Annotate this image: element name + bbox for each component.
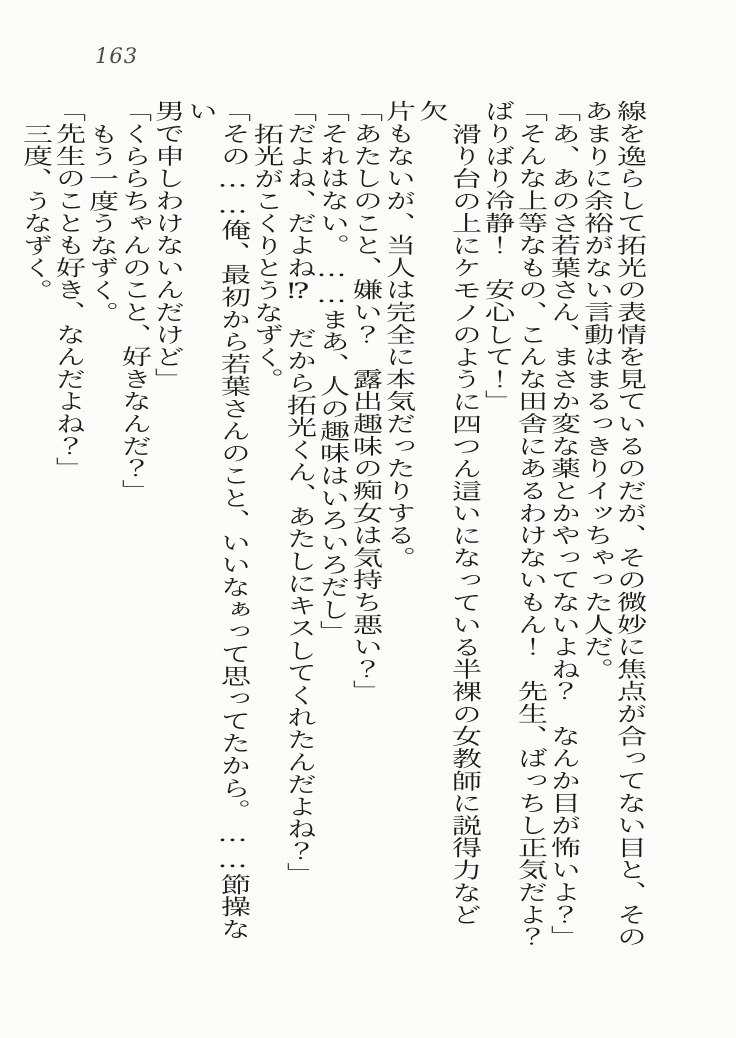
text-line: 「そんな上等なもの、こんな田舎にあるわけないもん！ 先生、ばっちし正気だよ？: [512, 100, 547, 948]
text-line: 「あたしのこと、嫌い？ 露出趣味の痴女は気持ち悪い？」: [347, 100, 382, 703]
text-line: 男で申しわけないんだけど」: [149, 100, 184, 391]
text-line: 「先生のことも好き、なんだよね？」: [50, 100, 85, 480]
text-line: 「あ、あのさ若葉さん、まさか変な薬とかやってないよね？ なんか目が怖いよ？」: [545, 100, 580, 948]
text-line: 「くららちゃんのこと、好きなんだ？」: [116, 100, 151, 502]
text-line: 拓光がこくりとうなずく。: [248, 122, 283, 391]
text-line: あまりに余裕がない言動はまるっきりイッちゃった人だ。: [578, 100, 613, 680]
text-line: 三度、うなずく。: [17, 122, 52, 302]
text-line: 「その……俺、最初から若葉さんのこと、いいなぁって思ってたから。……節操ない: [182, 100, 250, 940]
page-number: 163: [95, 44, 139, 68]
text-line: 「それはない。……まあ、人の趣味はいろいろだし」: [314, 100, 349, 643]
text-line: ばりばり冷静！ 安心して！」: [479, 100, 514, 413]
text-line: 線を逸らして拓光の表情を見ているのだが、その微妙に焦点が合ってない目と、その: [611, 100, 646, 948]
vertical-text-block: [17, 100, 646, 948]
text-line: 「だよね、だよね⁉ だから拓光くん、あたしにキスしてくれたんだよね？」: [281, 100, 316, 885]
text-line: 片もないが、当人は完全に本気だったりする。: [380, 100, 415, 569]
text-line: 滑り台の上にケモノのように四つん這いになっている半裸の女教師に説得力など欠: [413, 100, 481, 926]
text-line: もう一度うなずく。: [83, 122, 118, 324]
